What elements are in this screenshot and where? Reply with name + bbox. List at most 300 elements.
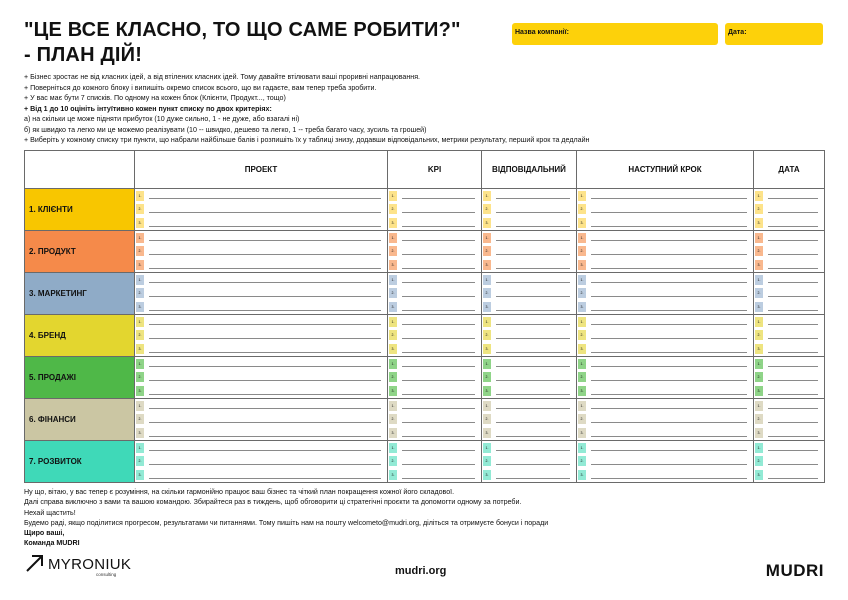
row-number: 2. <box>755 372 763 382</box>
date-input-line[interactable] <box>768 240 818 241</box>
responsible-input-line[interactable] <box>496 198 570 199</box>
date-input-line[interactable] <box>768 366 818 367</box>
myroniuk-logo-subtitle: consulting <box>96 572 117 577</box>
block-label: 7. РОЗВИТОК <box>25 440 135 482</box>
table-row <box>25 356 825 370</box>
table-row <box>25 230 825 244</box>
responsible-input-line[interactable] <box>496 296 570 297</box>
kpi-cell <box>388 455 482 469</box>
next-step-input-line[interactable] <box>591 324 747 325</box>
row-number: 2. <box>483 414 491 424</box>
table-row <box>25 300 825 314</box>
row-number: 2. <box>389 330 397 340</box>
responsible-input-line[interactable] <box>496 338 570 339</box>
project-cell <box>135 398 388 412</box>
row-number: 2. <box>755 288 763 298</box>
row-number: 3. <box>483 218 491 228</box>
next-step-input-line[interactable] <box>591 296 747 297</box>
project-input-line[interactable] <box>149 240 381 241</box>
kpi-input-line[interactable] <box>402 450 475 451</box>
row-number: 2. <box>389 246 397 256</box>
row-number: 2. <box>755 456 763 466</box>
next-step-input-line[interactable] <box>591 310 747 311</box>
table-row <box>25 314 825 328</box>
next-step-cell <box>577 440 754 454</box>
responsible-cell <box>482 216 577 230</box>
table-row <box>25 440 825 454</box>
row-number: 3. <box>136 260 144 270</box>
project-input-line[interactable] <box>149 212 381 213</box>
date-input-line[interactable] <box>768 268 818 269</box>
row-number: 1. <box>578 317 586 327</box>
table-row <box>25 329 825 343</box>
date-cell <box>754 216 825 230</box>
kpi-input-line[interactable] <box>402 254 475 255</box>
table-row <box>25 371 825 385</box>
kpi-input-line[interactable] <box>402 352 475 353</box>
block-label: 2. ПРОДУКТ <box>25 230 135 272</box>
date-cell <box>754 398 825 412</box>
responsible-cell <box>482 356 577 370</box>
row-number: 1. <box>483 443 491 453</box>
responsible-cell <box>482 258 577 272</box>
next-step-cell <box>577 314 754 328</box>
table-row <box>25 384 825 398</box>
date-input-line[interactable] <box>768 464 818 465</box>
site-link[interactable]: mudri.org <box>395 565 447 577</box>
row-number: 3. <box>755 344 763 354</box>
kpi-cell <box>388 203 482 217</box>
next-step-input-line[interactable] <box>591 254 747 255</box>
row-number: 1. <box>389 275 397 285</box>
next-step-input-line[interactable] <box>591 212 747 213</box>
table-row <box>25 468 825 482</box>
kpi-cell <box>388 189 482 203</box>
responsible-cell <box>482 371 577 385</box>
row-number: 1. <box>755 359 763 369</box>
project-cell <box>135 329 388 343</box>
instruction-line: а) на скільки це може підняти прибуток (10 дуже сильно, 1 - не дуже, або взагалі ні) <box>24 115 300 123</box>
responsible-input-line[interactable] <box>496 282 570 283</box>
responsible-input-line[interactable] <box>496 478 570 479</box>
next-step-cell <box>577 356 754 370</box>
project-input-line[interactable] <box>149 310 381 311</box>
kpi-input-line[interactable] <box>402 240 475 241</box>
kpi-cell <box>388 426 482 440</box>
row-number: 3. <box>755 218 763 228</box>
responsible-cell <box>482 314 577 328</box>
row-number: 1. <box>578 443 586 453</box>
next-step-input-line[interactable] <box>591 352 747 353</box>
row-number: 1. <box>483 191 491 201</box>
instruction-line: + У вас має бути 7 списків. По одному на кожен блок (Клієнти, Продукт..., тощо) <box>24 94 286 102</box>
row-number: 1. <box>578 401 586 411</box>
responsible-input-line[interactable] <box>496 380 570 381</box>
kpi-input-line[interactable] <box>402 338 475 339</box>
responsible-cell <box>482 230 577 244</box>
kpi-input-line[interactable] <box>402 296 475 297</box>
date-cell <box>754 468 825 482</box>
kpi-cell <box>388 398 482 412</box>
kpi-input-line[interactable] <box>402 282 475 283</box>
row-number: 1. <box>389 443 397 453</box>
next-step-input-line[interactable] <box>591 394 747 395</box>
date-cell <box>754 356 825 370</box>
next-step-input-line[interactable] <box>591 380 747 381</box>
kpi-input-line[interactable] <box>402 422 475 423</box>
kpi-input-line[interactable] <box>402 394 475 395</box>
myroniuk-logo-text: MYRONIUK <box>48 556 132 573</box>
row-number: 3. <box>755 302 763 312</box>
date-input-line[interactable] <box>768 212 818 213</box>
responsible-input-line[interactable] <box>496 268 570 269</box>
row-number: 1. <box>136 191 144 201</box>
responsible-cell <box>482 384 577 398</box>
column-header-kpi: KPI <box>388 151 482 189</box>
row-number: 3. <box>755 428 763 438</box>
row-number: 1. <box>136 233 144 243</box>
kpi-cell <box>388 216 482 230</box>
responsible-input-line[interactable] <box>496 324 570 325</box>
date-input-line[interactable] <box>768 422 818 423</box>
table-row <box>25 398 825 412</box>
kpi-input-line[interactable] <box>402 212 475 213</box>
project-cell <box>135 356 388 370</box>
responsible-input-line[interactable] <box>496 408 570 409</box>
next-step-input-line[interactable] <box>591 226 747 227</box>
next-step-cell <box>577 329 754 343</box>
row-number: 2. <box>483 204 491 214</box>
row-number: 2. <box>755 414 763 424</box>
next-step-cell <box>577 413 754 427</box>
date-cell <box>754 203 825 217</box>
row-number: 2. <box>389 456 397 466</box>
project-input-line[interactable] <box>149 464 381 465</box>
kpi-cell <box>388 272 482 286</box>
responsible-input-line[interactable] <box>496 394 570 395</box>
instruction-line: б) як швидко та легко ми це можемо реалізувати (10 -- швидко, дешево та легко, 1 -- треба багато часу, зусиль та грошей) <box>24 125 427 134</box>
closing-line: Будемо раді, якщо поділитися прогресом, результатами чи питаннями. Тому пишіть нам на пошту welcometo@mudri.org, діліться та отримуєте бонуси і поради <box>24 518 549 527</box>
row-number: 3. <box>136 302 144 312</box>
instruction-line: + Від 1 до 10 оцініть інтуїтивно кожен пункт списку по двох критеріях: <box>24 104 272 113</box>
company-name-label: Назва компанії: <box>515 29 569 36</box>
responsible-input-line[interactable] <box>496 226 570 227</box>
block-label: 4. БРЕНД <box>25 314 135 356</box>
company-name-field[interactable] <box>512 23 718 45</box>
responsible-input-line[interactable] <box>496 352 570 353</box>
date-input-line[interactable] <box>768 338 818 339</box>
title-line-1: "ЦЕ ВСЕ КЛАСНО, ТО ЩО САМЕ РОБИТИ?" <box>24 19 461 41</box>
project-cell <box>135 245 388 259</box>
kpi-cell <box>388 468 482 482</box>
kpi-cell <box>388 413 482 427</box>
responsible-input-line[interactable] <box>496 254 570 255</box>
date-label: Дата: <box>728 29 747 36</box>
row-number: 1. <box>389 359 397 369</box>
next-step-cell <box>577 203 754 217</box>
date-input-line[interactable] <box>768 450 818 451</box>
row-number: 1. <box>755 401 763 411</box>
kpi-cell <box>388 384 482 398</box>
kpi-input-line[interactable] <box>402 198 475 199</box>
date-cell <box>754 342 825 356</box>
row-number: 1. <box>755 191 763 201</box>
project-cell <box>135 468 388 482</box>
next-step-input-line[interactable] <box>591 198 747 199</box>
kpi-input-line[interactable] <box>402 310 475 311</box>
row-number: 3. <box>389 470 397 480</box>
row-number: 3. <box>578 428 586 438</box>
date-cell <box>754 314 825 328</box>
row-number: 2. <box>755 204 763 214</box>
project-input-line[interactable] <box>149 296 381 297</box>
date-input-line[interactable] <box>768 478 818 479</box>
row-number: 2. <box>578 372 586 382</box>
responsible-cell <box>482 245 577 259</box>
kpi-input-line[interactable] <box>402 366 475 367</box>
row-number: 2. <box>136 456 144 466</box>
project-cell <box>135 300 388 314</box>
row-number: 2. <box>136 204 144 214</box>
row-number: 3. <box>136 218 144 228</box>
row-number: 2. <box>578 204 586 214</box>
project-input-line[interactable] <box>149 254 381 255</box>
project-input-line[interactable] <box>149 352 381 353</box>
row-number: 1. <box>136 317 144 327</box>
column-header-responsible: ВІДПОВІДАЛЬНИЙ <box>482 151 577 189</box>
signature-line: Щиро ваші, <box>24 529 65 538</box>
column-header-next-step: НАСТУПНИЙ КРОК <box>577 151 754 189</box>
next-step-input-line[interactable] <box>591 338 747 339</box>
table-row <box>25 426 825 440</box>
table-row <box>25 216 825 230</box>
date-cell <box>754 245 825 259</box>
responsible-cell <box>482 203 577 217</box>
project-input-line[interactable] <box>149 436 381 437</box>
table-header-row <box>25 151 825 189</box>
project-cell <box>135 230 388 244</box>
date-input-line[interactable] <box>768 352 818 353</box>
next-step-input-line[interactable] <box>591 422 747 423</box>
kpi-cell <box>388 245 482 259</box>
row-number: 2. <box>136 288 144 298</box>
date-input-line[interactable] <box>768 282 818 283</box>
date-cell <box>754 413 825 427</box>
responsible-input-line[interactable] <box>496 240 570 241</box>
next-step-input-line[interactable] <box>591 240 747 241</box>
date-input-line[interactable] <box>768 254 818 255</box>
project-input-line[interactable] <box>149 338 381 339</box>
next-step-input-line[interactable] <box>591 268 747 269</box>
date-cell <box>754 371 825 385</box>
column-header-date: ДАТА <box>754 151 825 189</box>
date-input-line[interactable] <box>768 394 818 395</box>
row-number: 1. <box>578 359 586 369</box>
responsible-input-line[interactable] <box>496 422 570 423</box>
row-number: 2. <box>483 330 491 340</box>
date-cell <box>754 287 825 301</box>
instruction-line: + Виберіть у кожному списку три пункти, що набрали найбільше балів і розпишіть їх у таблиці знизу, додавши відповідальних, метрики результату, перший крок та дедлайн <box>24 136 590 144</box>
project-cell <box>135 384 388 398</box>
row-number: 3. <box>483 302 491 312</box>
responsible-cell <box>482 468 577 482</box>
responsible-cell <box>482 342 577 356</box>
date-cell <box>754 300 825 314</box>
project-cell <box>135 203 388 217</box>
row-number: 1. <box>483 275 491 285</box>
next-step-input-line[interactable] <box>591 478 747 479</box>
date-input-line[interactable] <box>768 408 818 409</box>
row-number: 2. <box>578 414 586 424</box>
row-number: 3. <box>578 344 586 354</box>
next-step-input-line[interactable] <box>591 408 747 409</box>
kpi-input-line[interactable] <box>402 380 475 381</box>
row-number: 2. <box>389 414 397 424</box>
project-cell <box>135 413 388 427</box>
row-number: 1. <box>578 233 586 243</box>
project-input-line[interactable] <box>149 324 381 325</box>
kpi-input-line[interactable] <box>402 226 475 227</box>
date-cell <box>754 272 825 286</box>
kpi-input-line[interactable] <box>402 436 475 437</box>
project-input-line[interactable] <box>149 268 381 269</box>
kpi-cell <box>388 329 482 343</box>
page-title <box>24 18 494 68</box>
row-number: 2. <box>483 456 491 466</box>
date-field[interactable] <box>725 23 823 45</box>
row-number: 3. <box>389 344 397 354</box>
kpi-input-line[interactable] <box>402 478 475 479</box>
row-number: 2. <box>136 414 144 424</box>
row-number: 3. <box>389 386 397 396</box>
row-number: 2. <box>136 246 144 256</box>
date-input-line[interactable] <box>768 226 818 227</box>
row-number: 1. <box>578 191 586 201</box>
project-input-line[interactable] <box>149 478 381 479</box>
next-step-cell <box>577 426 754 440</box>
responsible-input-line[interactable] <box>496 310 570 311</box>
row-number: 1. <box>755 233 763 243</box>
next-step-input-line[interactable] <box>591 450 747 451</box>
kpi-cell <box>388 342 482 356</box>
arrow-up-right-icon <box>24 552 46 574</box>
date-input-line[interactable] <box>768 324 818 325</box>
date-cell <box>754 426 825 440</box>
responsible-input-line[interactable] <box>496 212 570 213</box>
date-input-line[interactable] <box>768 198 818 199</box>
responsible-input-line[interactable] <box>496 436 570 437</box>
block-label: 3. МАРКЕТИНГ <box>25 272 135 314</box>
table-row <box>25 203 825 217</box>
row-number: 1. <box>389 317 397 327</box>
responsible-cell <box>482 455 577 469</box>
responsible-input-line[interactable] <box>496 366 570 367</box>
date-cell <box>754 329 825 343</box>
next-step-cell <box>577 258 754 272</box>
project-input-line[interactable] <box>149 198 381 199</box>
closing-line: Нехай щастить! <box>24 508 76 517</box>
row-number: 3. <box>483 344 491 354</box>
date-input-line[interactable] <box>768 436 818 437</box>
project-cell <box>135 455 388 469</box>
kpi-cell <box>388 440 482 454</box>
myroniuk-logo <box>24 552 131 576</box>
project-input-line[interactable] <box>149 408 381 409</box>
kpi-input-line[interactable] <box>402 324 475 325</box>
row-number: 3. <box>483 260 491 270</box>
row-number: 1. <box>389 233 397 243</box>
responsible-input-line[interactable] <box>496 450 570 451</box>
row-number: 2. <box>136 330 144 340</box>
kpi-cell <box>388 356 482 370</box>
row-number: 1. <box>755 317 763 327</box>
project-input-line[interactable] <box>149 450 381 451</box>
row-number: 1. <box>136 401 144 411</box>
next-step-input-line[interactable] <box>591 366 747 367</box>
table-row <box>25 272 825 286</box>
project-input-line[interactable] <box>149 282 381 283</box>
project-input-line[interactable] <box>149 366 381 367</box>
responsible-input-line[interactable] <box>496 464 570 465</box>
row-number: 1. <box>389 191 397 201</box>
closing-line: Ну що, вітаю, у вас тепер є розуміння, на скільки гармонійно працює ваш бізнес та чіткий план покращення кожної його складової. <box>24 488 455 496</box>
project-input-line[interactable] <box>149 422 381 423</box>
project-cell <box>135 258 388 272</box>
mudri-logo: MUDRI <box>765 561 824 580</box>
next-step-cell <box>577 384 754 398</box>
row-number: 3. <box>578 470 586 480</box>
closing-line: Далі справа виключно з вами та вашою командою. Збирайтеся раз в тиждень, щоб обговорити ці стратегічні проєкти та допомогти одному за потреби. <box>24 498 522 507</box>
next-step-input-line[interactable] <box>591 282 747 283</box>
table-row <box>25 455 825 469</box>
next-step-cell <box>577 287 754 301</box>
row-number: 3. <box>483 386 491 396</box>
kpi-input-line[interactable] <box>402 408 475 409</box>
kpi-cell <box>388 258 482 272</box>
kpi-cell <box>388 300 482 314</box>
date-input-line[interactable] <box>768 296 818 297</box>
row-number: 1. <box>578 275 586 285</box>
next-step-cell <box>577 189 754 203</box>
kpi-input-line[interactable] <box>402 464 475 465</box>
project-input-line[interactable] <box>149 226 381 227</box>
table-row <box>25 245 825 259</box>
project-input-line[interactable] <box>149 380 381 381</box>
kpi-cell <box>388 314 482 328</box>
row-number: 3. <box>755 260 763 270</box>
table-row <box>25 258 825 272</box>
instructions <box>24 72 824 146</box>
column-header-project: ПРОЕКТ <box>135 151 388 189</box>
closing-text <box>24 487 824 549</box>
row-number: 2. <box>483 372 491 382</box>
row-number: 2. <box>578 288 586 298</box>
project-input-line[interactable] <box>149 394 381 395</box>
date-input-line[interactable] <box>768 380 818 381</box>
kpi-cell <box>388 287 482 301</box>
signature-team: Команда MUDRI <box>24 539 80 548</box>
responsible-cell <box>482 329 577 343</box>
next-step-cell <box>577 371 754 385</box>
next-step-input-line[interactable] <box>591 436 747 437</box>
date-input-line[interactable] <box>768 310 818 311</box>
date-cell <box>754 230 825 244</box>
next-step-input-line[interactable] <box>591 464 747 465</box>
kpi-cell <box>388 230 482 244</box>
action-plan-table <box>24 150 825 483</box>
kpi-input-line[interactable] <box>402 268 475 269</box>
project-cell <box>135 287 388 301</box>
